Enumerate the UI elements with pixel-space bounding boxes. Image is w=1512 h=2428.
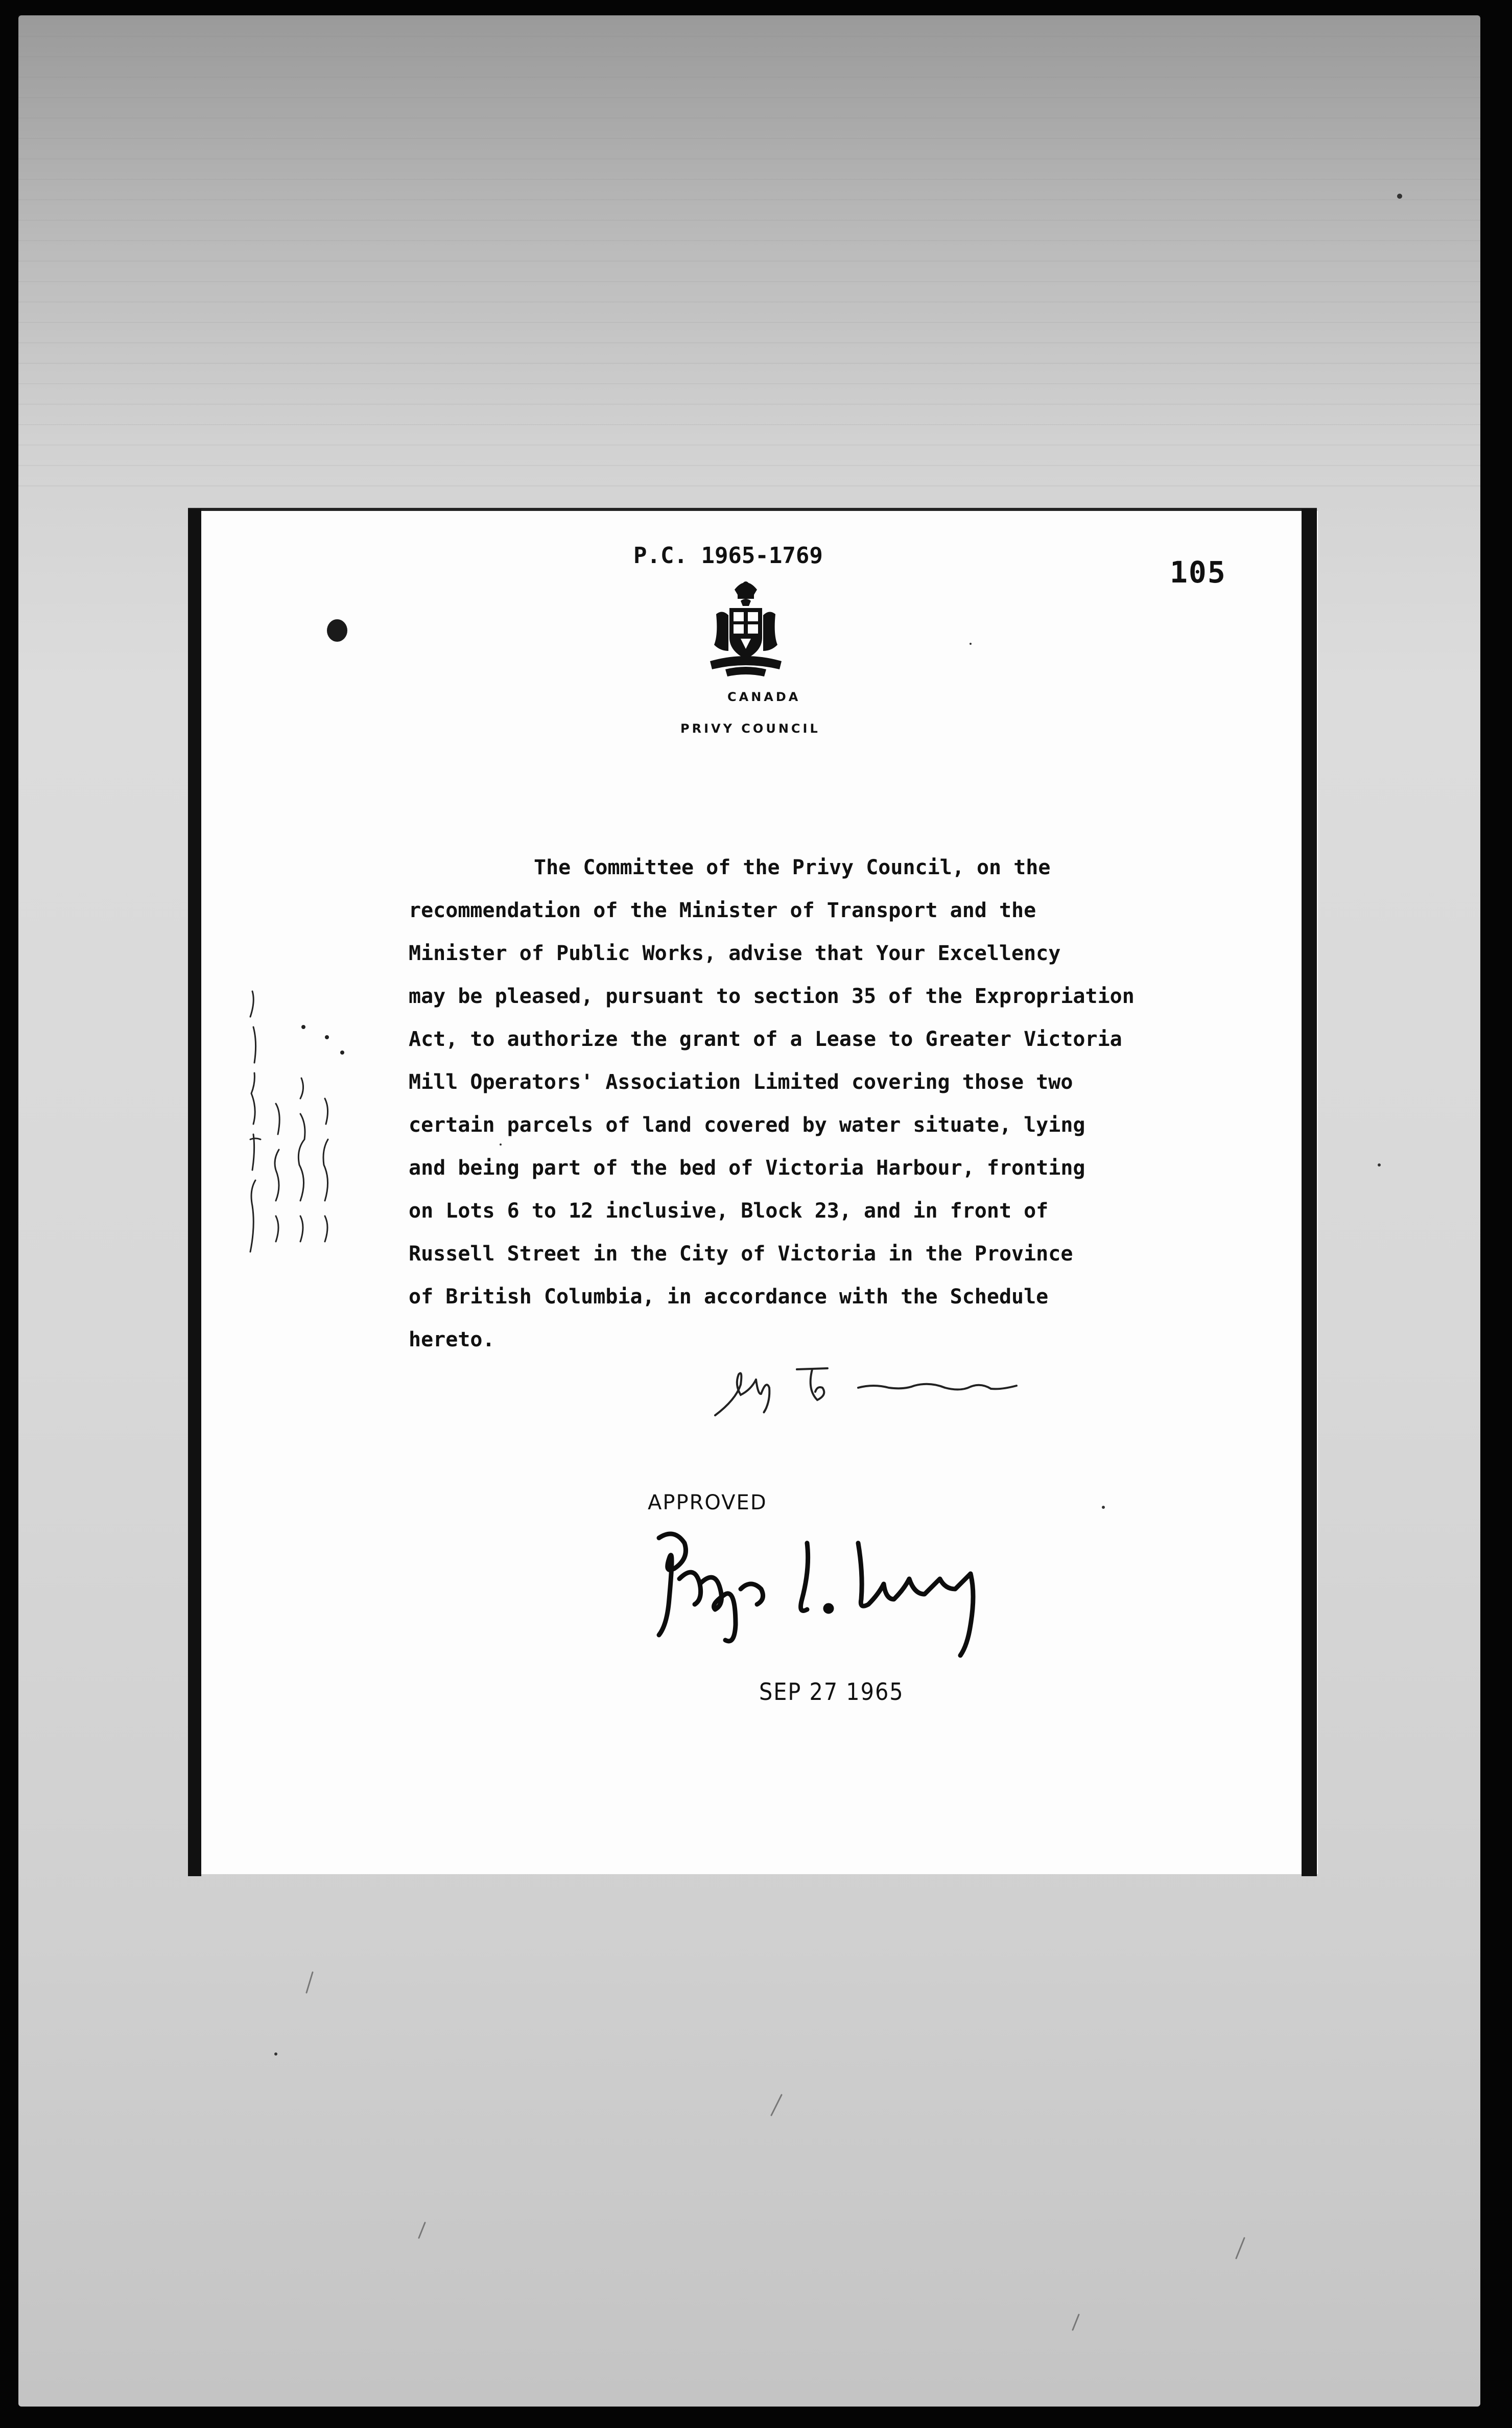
- body-line: recommendation of the Minister of Transport and the: [409, 899, 1036, 922]
- approved-label: APPROVED: [648, 1491, 767, 1514]
- body-line: may be pleased, pursuant to section 35 of the Expropriation: [409, 985, 1135, 1008]
- body-line: certain parcels of land covered by water situate, lying: [409, 1113, 1085, 1137]
- body-line: hereto.: [409, 1328, 495, 1351]
- body-line: Mill Operators' Association Limited covering those two: [409, 1070, 1073, 1094]
- approval-date-stamp: SEP 27 1965: [759, 1678, 904, 1706]
- body-line: on Lots 6 to 12 inclusive, Block 23, and in front of: [409, 1199, 1049, 1223]
- body-line: Minister of Public Works, advise that Your Excellency: [409, 942, 1061, 965]
- crest-label-canada: CANADA: [727, 690, 801, 704]
- body-line: of British Columbia, in accordance with the Schedule: [409, 1285, 1049, 1309]
- body-line: and being part of the bed of Victoria Harbour, fronting: [409, 1156, 1085, 1180]
- body-line: Russell Street in the City of Victoria in the Province: [409, 1242, 1073, 1266]
- department-label: PRIVY COUNCIL: [680, 721, 820, 736]
- page-number: 105: [1170, 555, 1226, 590]
- order-in-council-number: P.C. 1965-1769: [633, 543, 823, 569]
- body-line: The Committee of the Privy Council, on the: [534, 856, 1051, 879]
- body-line: Act, to authorize the grant of a Lease to Greater Victoria: [409, 1028, 1122, 1051]
